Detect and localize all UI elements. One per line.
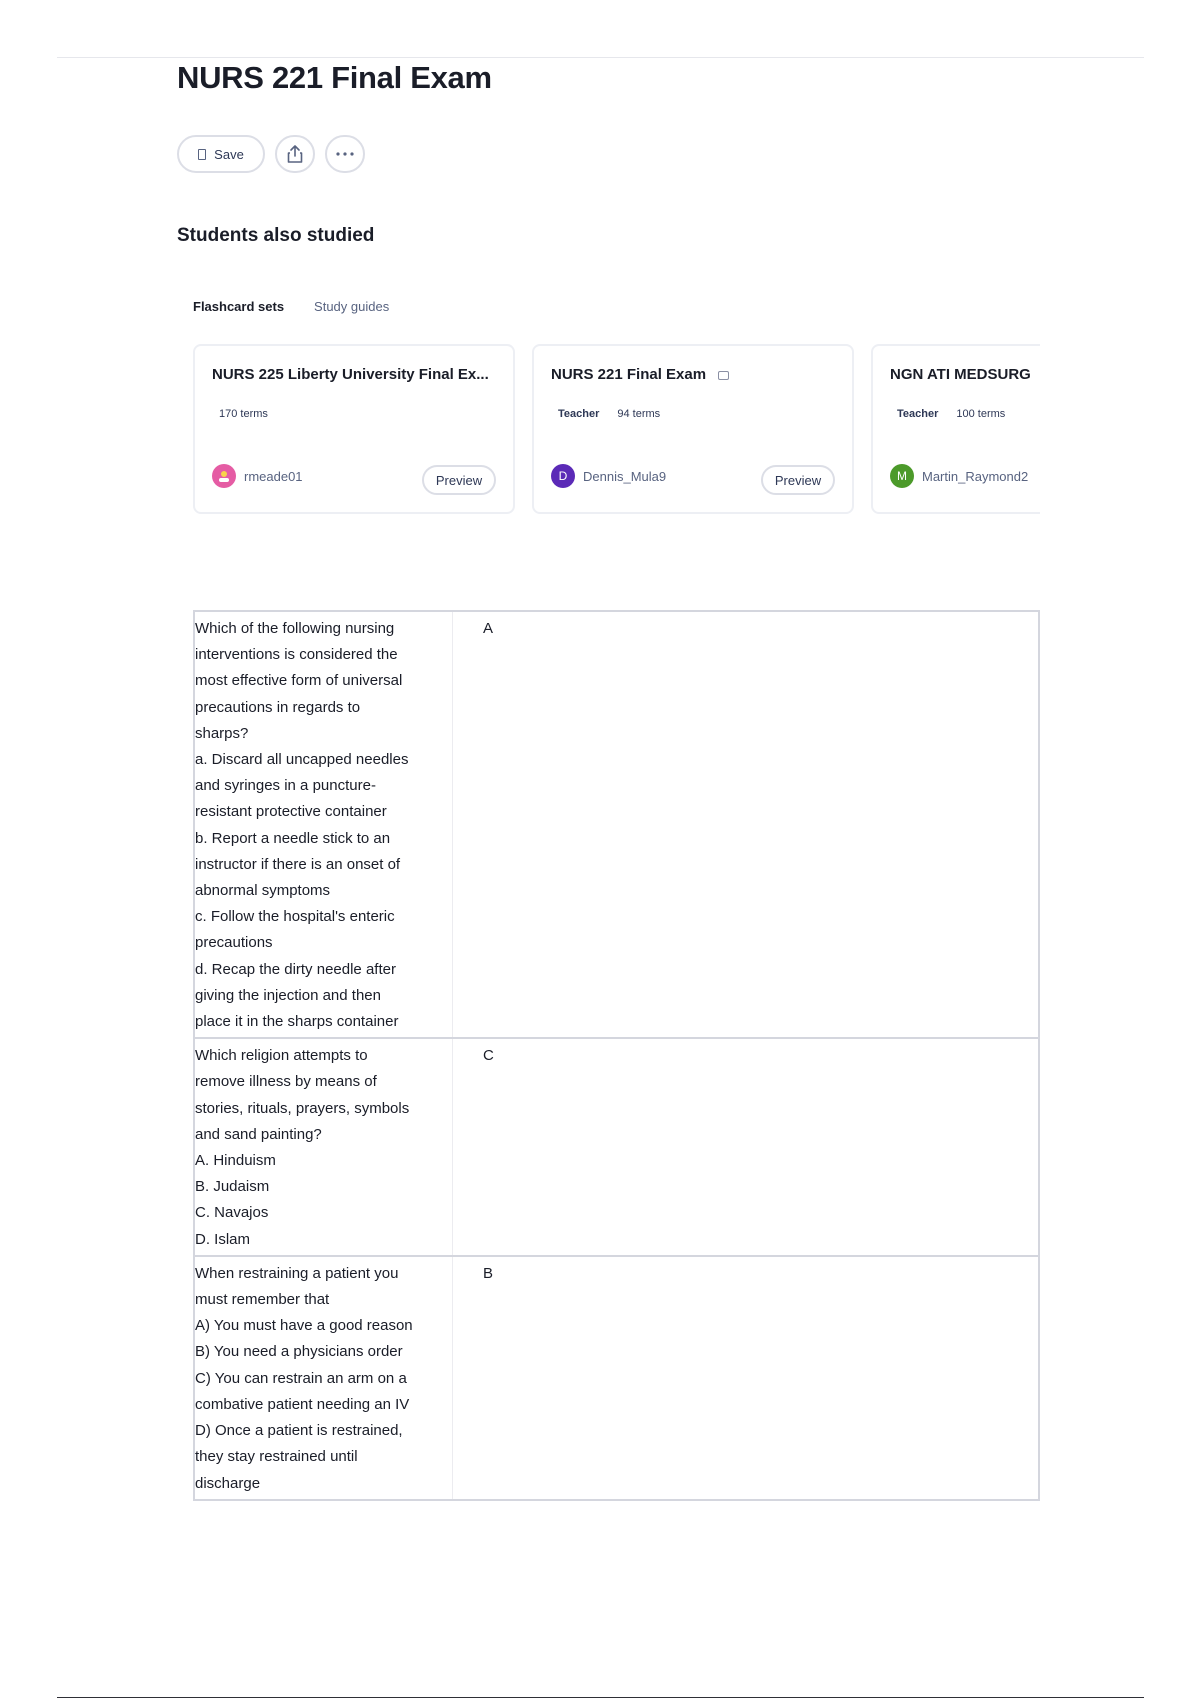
question-line: D) Once a patient is restrained,: [195, 1422, 403, 1440]
answer-cell: B: [483, 1264, 494, 1282]
question-line: Which religion attempts to: [195, 1047, 368, 1065]
card-title-text: NURS 221 Final Exam: [551, 366, 707, 383]
page-title: NURS 221 Final Exam: [177, 60, 492, 95]
card-title[interactable]: [551, 366, 729, 383]
card-author[interactable]: [551, 464, 666, 488]
card-meta: [897, 408, 1005, 420]
study-set-card[interactable]: [532, 344, 854, 514]
card-title[interactable]: NURS 225 Liberty University Final Ex...: [212, 366, 489, 383]
avatar: M: [890, 464, 914, 488]
bookmark-icon: [198, 149, 206, 160]
question-line: abnormal symptoms: [195, 882, 331, 900]
related-cards: [193, 344, 1040, 514]
bottom-divider: [57, 1697, 1144, 1698]
question-line: and sand painting?: [195, 1125, 322, 1143]
question-line: Which of the following nursing: [195, 620, 395, 637]
question-line: resistant protective container: [195, 803, 387, 821]
question-line: combative patient needing an IV: [195, 1395, 410, 1413]
answer-cell: A: [483, 620, 494, 637]
question-line: B. Judaism: [195, 1178, 270, 1196]
avatar: D: [551, 464, 575, 488]
question-line: A. Hinduism: [195, 1152, 276, 1170]
question-line: b. Report a needle stick to an: [195, 829, 391, 847]
image-icon: [718, 371, 729, 380]
question-line: discharge: [195, 1474, 261, 1492]
question-line: they stay restrained until: [195, 1448, 358, 1466]
question-line: precautions: [195, 934, 273, 952]
question-line: place it in the sharps container: [195, 1013, 399, 1031]
question-line: giving the injection and then: [195, 986, 381, 1004]
question-line: D. Islam: [195, 1230, 251, 1248]
card-author[interactable]: [890, 464, 1028, 488]
study-set-card[interactable]: [193, 344, 515, 514]
question-cell: [195, 1039, 453, 1255]
question-line: precautions in regards to: [195, 698, 361, 716]
question-line: a. Discard all uncapped needles: [195, 751, 409, 769]
study-set-card[interactable]: [871, 344, 1040, 514]
author-name: Dennis_Mula9: [583, 468, 667, 484]
term-count: 100 terms: [956, 408, 1006, 420]
related-tabs: [193, 299, 389, 314]
question-line: and syringes in a puncture-: [195, 777, 376, 795]
question-cell: [195, 1257, 453, 1499]
answer-cell: C: [483, 1047, 494, 1065]
save-button[interactable]: [177, 135, 265, 173]
question-line: A) You must have a good reason: [195, 1317, 413, 1335]
question-line: must remember that: [195, 1291, 330, 1309]
share-button[interactable]: [275, 135, 315, 173]
avatar: [212, 464, 236, 488]
question-line: c. Follow the hospital's enteric: [195, 908, 395, 926]
tab-study-guides[interactable]: Study guides: [314, 299, 390, 314]
flashcard-table: [193, 610, 1040, 1501]
card-title[interactable]: NGN ATI MEDSURG: [890, 366, 1031, 383]
question-line: When restraining a patient you: [195, 1264, 399, 1282]
save-label: Save: [214, 146, 244, 162]
table-row: [195, 1037, 1038, 1255]
more-options-button[interactable]: [325, 135, 365, 173]
question-line: B) You need a physicians order: [195, 1343, 403, 1361]
preview-button[interactable]: Preview: [422, 465, 496, 495]
teacher-badge: Teacher: [897, 408, 939, 420]
avatar-image-icon: [217, 469, 231, 483]
preview-button[interactable]: Preview: [761, 465, 835, 495]
question-line: C) You can restrain an arm on a: [195, 1369, 407, 1387]
question-line: stories, rituals, prayers, symbols: [195, 1099, 410, 1117]
share-icon: [286, 144, 304, 164]
question-line: most effective form of universal: [195, 672, 403, 690]
top-divider: [57, 57, 1144, 58]
term-count: 170 terms: [219, 408, 268, 420]
author-name: rmeade01: [244, 468, 303, 484]
tab-flashcard-sets[interactable]: Flashcard sets: [193, 299, 285, 314]
more-options-icon: [335, 151, 355, 157]
question-line: interventions is considered the: [195, 646, 398, 664]
question-line: d. Recap the dirty needle after: [195, 960, 396, 978]
teacher-badge: Teacher: [558, 408, 600, 420]
card-meta: [558, 408, 660, 420]
question-line: remove illness by means of: [195, 1073, 377, 1091]
term-count: 94 terms: [617, 408, 661, 420]
action-bar: [177, 135, 365, 173]
question-cell: [195, 612, 453, 1037]
related-heading: Students also studied: [177, 225, 375, 246]
table-row: [195, 612, 1038, 1037]
question-line: sharps?: [195, 724, 249, 742]
card-author[interactable]: [212, 464, 303, 488]
question-line: instructor if there is an onset of: [195, 855, 401, 873]
author-name: Martin_Raymond2: [922, 468, 1029, 484]
card-meta: [219, 408, 268, 420]
table-row: [195, 1255, 1038, 1499]
question-line: C. Navajos: [195, 1204, 269, 1222]
